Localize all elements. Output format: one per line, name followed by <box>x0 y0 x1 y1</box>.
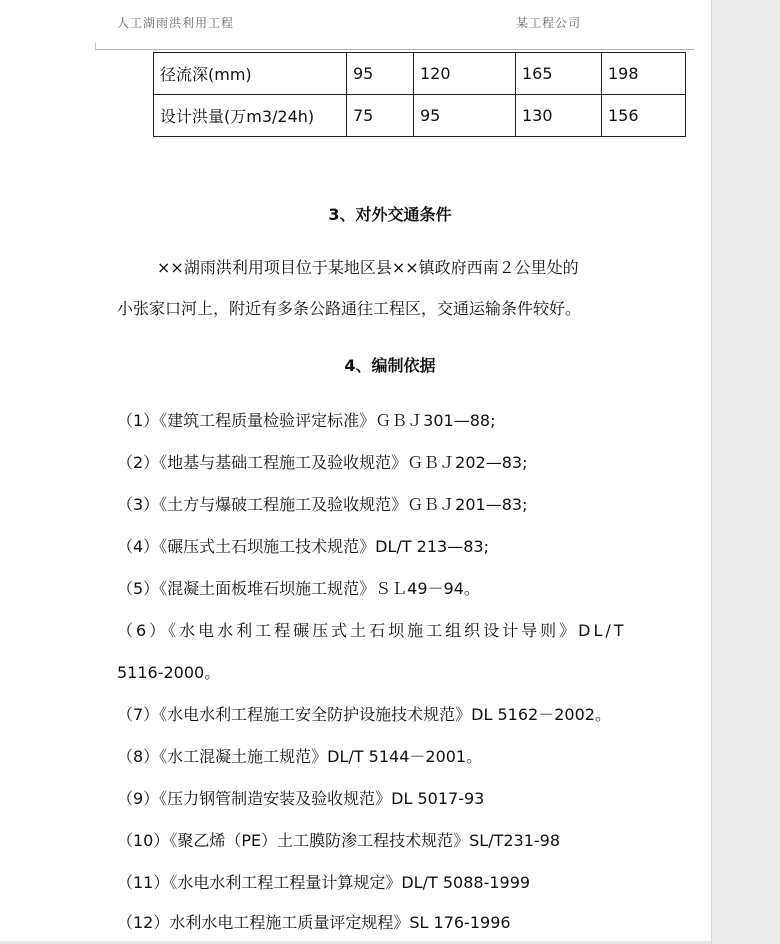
reference-item: （10）《聚乙烯（PE）土工膜防渗工程技术规范》SL/T231-98 <box>117 831 561 850</box>
reference-item: （5）《混凝土面板堆石坝施工规范》ＳＬ49－94。 <box>117 579 480 598</box>
reference-item: （4）《碾压式土石坝施工技术规范》DL/T 213—83; <box>117 537 489 556</box>
reference-item: （8）《水工混凝土施工规范》DL/T 5144－2001。 <box>117 747 483 766</box>
table-cell: 198 <box>602 53 686 95</box>
table-cell: 130 <box>516 95 602 137</box>
reference-item: （3）《土方与爆破工程施工及验收规范》ＧＢＪ201—83; <box>117 495 528 514</box>
header-rule <box>95 49 694 50</box>
page-header <box>117 12 694 34</box>
reference-item: （11）《水电水利工程工程量计算规定》DL/T 5088-1999 <box>117 873 531 892</box>
table-cell: 156 <box>602 95 686 137</box>
header-project-name: 人工湖雨洪利用工程 <box>117 16 235 30</box>
reference-item: （9）《压力钢管制造安装及验收规范》DL 5017-93 <box>117 789 485 808</box>
header-company-name: 某工程公司 <box>516 16 582 30</box>
reference-item: （7）《水电水利工程施工安全防护设施技术规范》DL 5162－2002。 <box>117 705 611 724</box>
table-cell: 径流深(mm) <box>154 53 347 95</box>
table-cell: 120 <box>414 53 516 95</box>
section-3-paragraph-line-2: 小张家口河上，附近有多条公路通往工程区，交通运输条件较好。 <box>117 299 582 318</box>
viewer-right-margin <box>711 0 780 944</box>
reference-item: （1）《建筑工程质量检验评定标准》ＧＢＪ301—88; <box>117 411 496 430</box>
section-3-paragraph-line-1: ××湖雨洪利用项目位于某地区县××镇政府西南２公里处的 <box>157 258 579 277</box>
table-cell: 设计洪量(万m3/24h) <box>154 95 347 137</box>
reference-item: （2）《地基与基础工程施工及验收规范》ＧＢＪ202—83; <box>117 453 528 472</box>
table-cell: 165 <box>516 53 602 95</box>
section-4-heading: 4、编制依据 <box>344 356 436 375</box>
table-cell: 95 <box>414 95 516 137</box>
table-row <box>154 53 686 95</box>
flood-table <box>153 52 686 137</box>
reference-item-continuation: 5116-2000。 <box>117 663 221 682</box>
section-3-heading: 3、对外交通条件 <box>328 205 452 224</box>
table-cell: 95 <box>347 53 414 95</box>
table-row <box>154 95 686 137</box>
table-cell: 75 <box>347 95 414 137</box>
reference-item: （12）水利水电工程施工质量评定规程》SL 176-1996 <box>117 913 511 932</box>
reference-item: （6）《水电水利工程碾压式土石坝施工组织设计导则》DL/T <box>117 621 627 640</box>
